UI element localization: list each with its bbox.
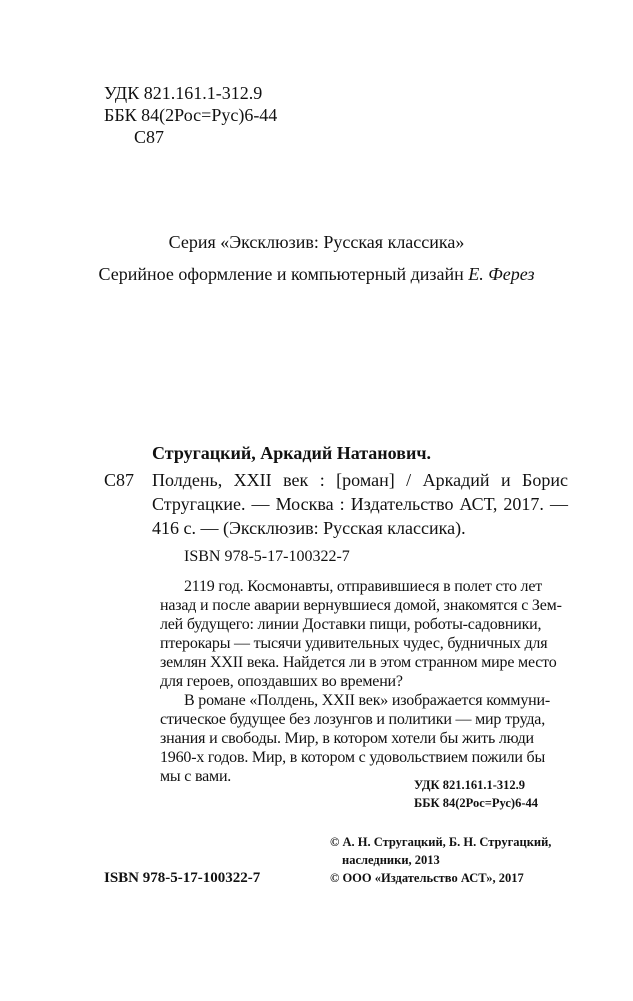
bottom-udk-code: УДК 821.161.1-312.9 (414, 778, 525, 792)
annotation-line: 1960-х годов. Мир, в котором с удовольствием пожили бы (160, 749, 546, 766)
annotation-line: 2119 год. Космонавты, отправившиеся в полет сто лет (184, 578, 543, 595)
annotation-line: знания и свободы. Мир, в котором хотели бы жить люди (160, 730, 534, 747)
catalog-author-heading: Стругацкий, Аркадий Натанович. (152, 443, 431, 463)
designer-name: Е. Ферез (468, 264, 535, 284)
copyright-line: © А. Н. Стругацкий, Б. Н. Стругацкий, (330, 835, 552, 849)
copyright-line: © ООО «Издательство АСТ», 2017 (330, 871, 524, 885)
catalog-title-line-1: Полдень, XXII век : [роман] / Аркадий и Борис (152, 470, 568, 490)
annotation-line: птерокары — тысячи удивительных чудес, будничных для (160, 635, 548, 652)
series-line: Серия «Эксклюзив: Русская классика» (168, 232, 465, 252)
catalog-isbn: ISBN 978-5-17-100322-7 (184, 548, 350, 565)
annotation-line: лей будущего: линии Доставки пищи, роботы-садовники, (160, 616, 542, 633)
annotation-line: стическое будущее без лозунгов и политики — мир труда, (160, 711, 545, 728)
udk-code: УДК 821.161.1-312.9 (104, 83, 263, 103)
bottom-bbk-code: ББК 84(2Рос=Рус)6-44 (414, 796, 538, 810)
copyright-line: наследники, 2013 (342, 853, 440, 867)
bbk-code: ББК 84(2Рос=Рус)6-44 (104, 105, 278, 125)
catalog-title-line-2: Стругацкие. — Москва : Издательство АСТ, 2017. — (152, 494, 568, 514)
annotation-line: землян XXII века. Найдется ли в этом странном мире место (160, 654, 557, 671)
design-credit-prefix: Серийное оформление и компьютерный дизайн (98, 264, 469, 284)
design-credit (0, 263, 633, 285)
annotation-line: В романе «Полдень, XXII век» изображается коммуни- (184, 692, 550, 709)
catalog-title-line-3: 416 с. — (Эксклюзив: Русская классика). (152, 518, 466, 538)
annotation-line: назад и после аварии вернувшиеся домой, знакомятся с Зем- (160, 597, 562, 614)
annotation-line: для героев, опоздавших во времени? (160, 673, 403, 690)
footer-isbn: ISBN 978-5-17-100322-7 (104, 870, 261, 886)
catalog-mark: С87 (104, 470, 135, 490)
author-mark: С87 (134, 127, 165, 147)
annotation-line: мы с вами. (160, 768, 232, 785)
